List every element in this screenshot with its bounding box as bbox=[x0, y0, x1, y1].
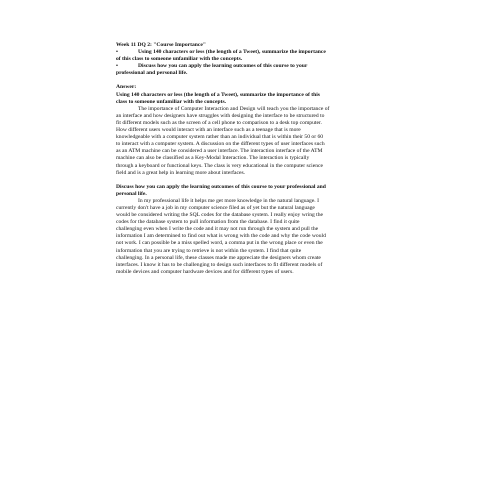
paragraph-1-line: to interact with a computer system. A discussion on the different types of user interfaces such bbox=[116, 141, 325, 148]
paragraph-2-line: information that you are trying to retrieve is not within the system. I find that quite bbox=[116, 247, 302, 254]
paragraph-1-line: through a keyboard or functional keys. The class is very educational in the computer science bbox=[116, 162, 323, 169]
bullet-item-1 bbox=[116, 49, 394, 56]
paragraph-2-line: interfaces. I know it has to be challenging to design such interfaces to fit different models of bbox=[116, 261, 323, 268]
bullet-mark: • bbox=[116, 63, 118, 70]
answer-label: Answer: bbox=[116, 84, 137, 91]
paragraph-2-line: would be considered writing the SQL codes for the database system. I really enjoy wring the bbox=[116, 212, 324, 219]
paragraph-2-line: currently don't have a job in my computer science filed as of yet but the natural language bbox=[116, 204, 315, 211]
bullet-item-2 bbox=[116, 63, 394, 70]
bullet-continuation: professional and personal life. bbox=[116, 70, 188, 77]
question-2-line: personal life. bbox=[116, 190, 147, 197]
paragraph-1-line: knowledgeable with a computer system rather than an individual that is within their 50 or 60 bbox=[116, 134, 324, 141]
paragraph-2-line: codes for the database system to pull information from the database. I find it quite bbox=[116, 219, 300, 226]
assignment-title: Week 11 DQ 2: "Course Importance" bbox=[116, 42, 206, 48]
paragraph-1-line: machine can also be classified as a Key-Modal Interaction. The interaction is typically bbox=[116, 155, 310, 162]
paragraph-2-line: information I am determined to find out what is wrong with the code and why the code would bbox=[116, 233, 326, 240]
spacer bbox=[116, 177, 394, 184]
question-1-line: Using 140 characters or less (the length of a Tweet), summarize the importance of this bbox=[116, 91, 320, 98]
paragraph-1-line: as an ATM machine can be considered a user interface. The interaction interface of the ATM bbox=[116, 148, 323, 155]
paragraph-1-line: The importance of Computer Interaction and Design will teach you the importance of bbox=[138, 105, 330, 112]
paragraph-2-line: In my professional life it helps me get more knowledge in the natural language. I bbox=[138, 197, 319, 204]
paragraph-2-line: not work. I can possible be a miss spelled word, a comma put in the wrong place or even the bbox=[116, 240, 323, 247]
paragraph-2-line: challenging even when I write the code and it may not run through the system and pull the bbox=[116, 226, 319, 233]
bullet-mark: • bbox=[116, 49, 118, 56]
question-2-line: Discuss how you can apply the learning outcomes of this course to your professional and bbox=[116, 183, 326, 190]
question-1-line: class to someone unfamiliar with the concepts. bbox=[116, 98, 227, 105]
paragraph-2-line: mobile devices and computer hardware devices and for different types of users. bbox=[116, 268, 294, 275]
paragraph-1-line: field and is a great help in learning more about interfaces. bbox=[116, 169, 246, 176]
paragraph-1-line: How different users would interact with an interface such as a teenage that is more bbox=[116, 127, 301, 134]
paragraph-1-line: an interface and how designers have struggles with designing the interface to be structured to bbox=[116, 112, 325, 119]
document-body bbox=[116, 42, 394, 276]
paragraph-1-line: fit different models such as the screen of a cell phone to comparison to a desk top computer. bbox=[116, 119, 322, 126]
bullet-text: Discuss how you can apply the learning outcomes of this course to your bbox=[138, 63, 308, 70]
spacer bbox=[116, 77, 394, 84]
bullet-text: Using 140 characters or less (the length of a Tweet), summarize the importance bbox=[138, 49, 326, 56]
paragraph-2-line: challenging. In a personal life, these classes made me appreciate the designers whom create bbox=[116, 254, 321, 261]
bullet-continuation: of this class to someone unfamiliar with the concepts. bbox=[116, 56, 243, 63]
